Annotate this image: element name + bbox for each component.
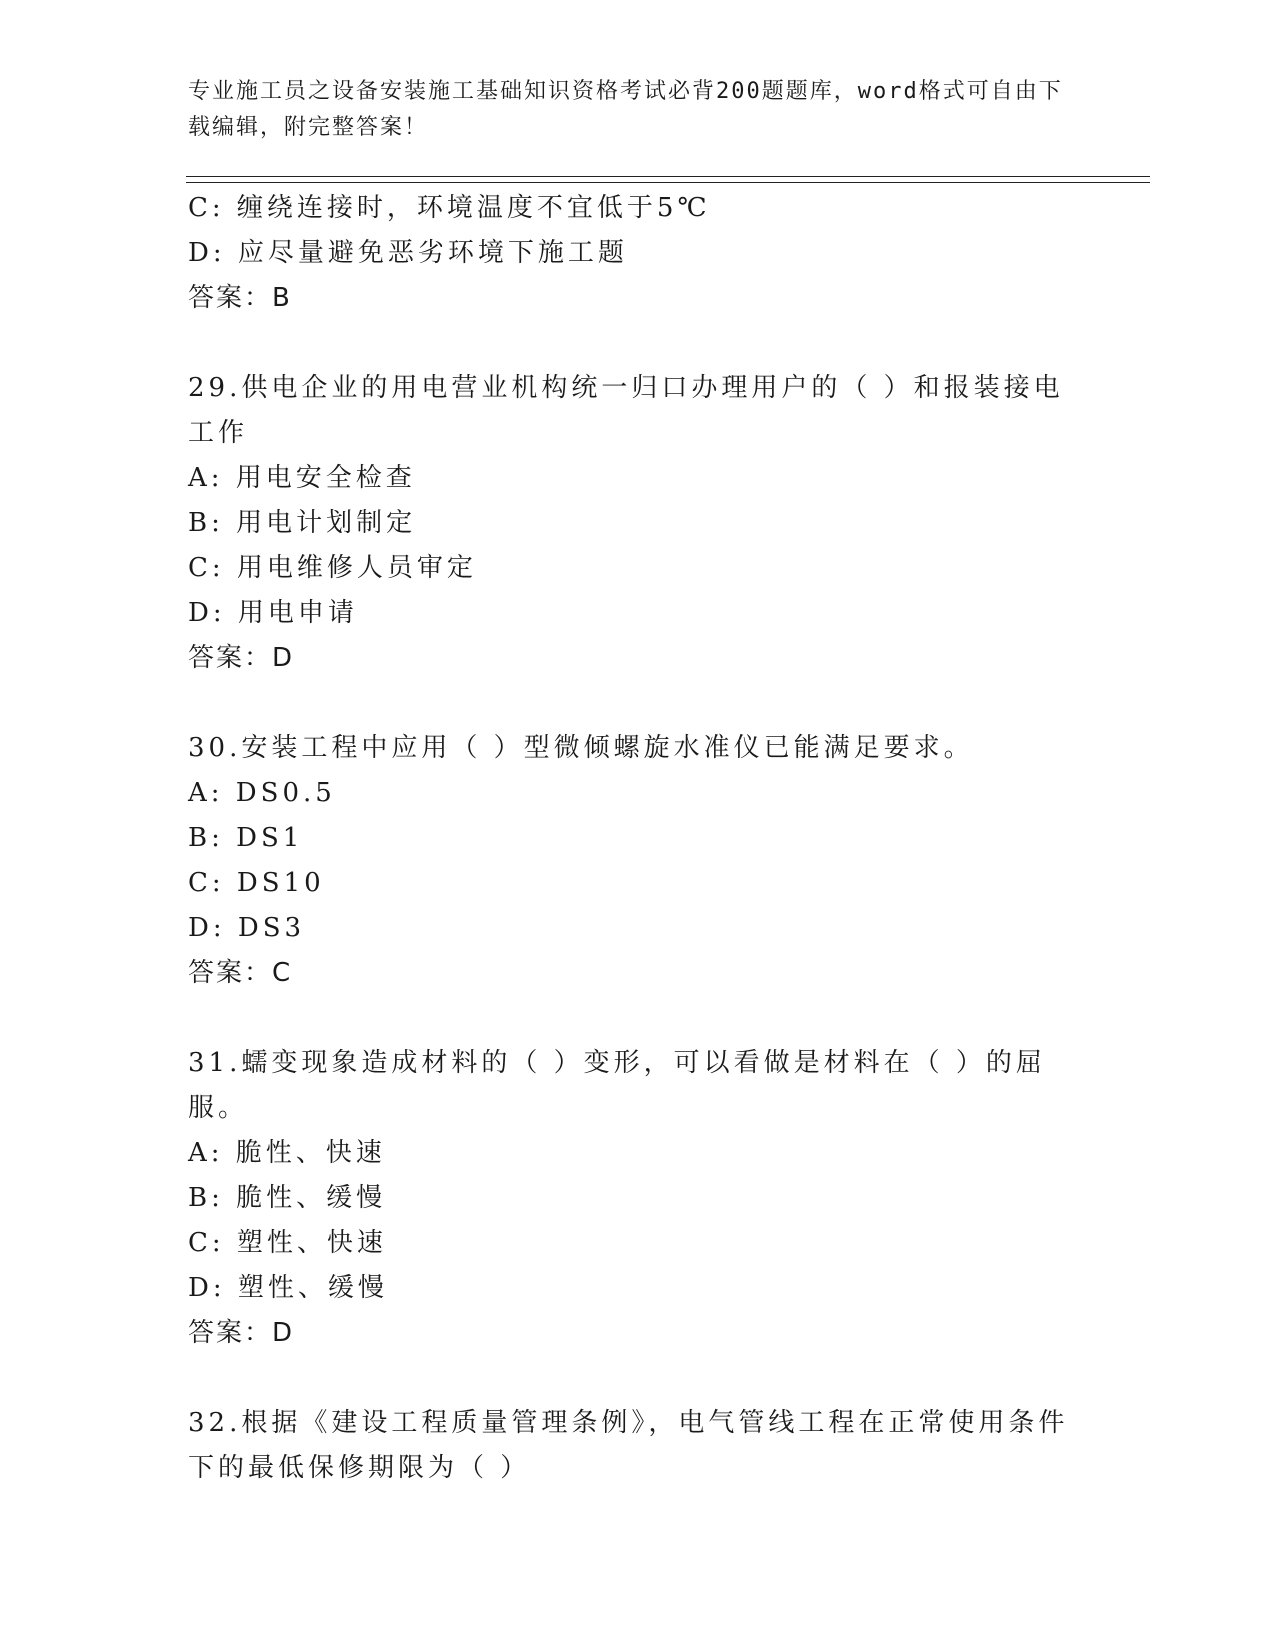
header-divider-bottom	[186, 182, 1150, 183]
spacer	[188, 1356, 1088, 1401]
question-31	[188, 1041, 1088, 1356]
option-a: A: 脆性、快速	[188, 1138, 386, 1168]
question-30	[188, 726, 1088, 996]
option-d: D: 应尽量避免恶劣环境下施工题	[188, 238, 628, 268]
option-b: B: 用电计划制定	[188, 508, 417, 538]
question-list	[188, 186, 1088, 1491]
option-c: C: 缠绕连接时，环境温度不宜低于5℃	[188, 193, 711, 223]
answer-line: 答案：D	[188, 1318, 295, 1348]
answer-line: 答案：C	[188, 958, 293, 988]
question-text: 32.根据《建设工程质量管理条例》，电气管线工程在正常使用条件下的最低保修期限为（ ）	[188, 1408, 1069, 1483]
question-text: 31.蠕变现象造成材料的（ ）变形，可以看做是材料在（ ）的屈服。	[188, 1048, 1046, 1123]
option-d: D: 用电申请	[188, 598, 358, 628]
option-c: C: 塑性、快速	[188, 1228, 387, 1258]
question-29	[188, 366, 1088, 681]
question-28-tail	[188, 186, 1088, 321]
option-d: D: DS3	[188, 913, 306, 943]
option-a: A: DS0.5	[188, 778, 336, 808]
question-text: 29.供电企业的用电营业机构统一归口办理用户的（ ）和报装接电工作	[188, 373, 1064, 448]
option-b: B: 脆性、缓慢	[188, 1183, 387, 1213]
document-header: 专业施工员之设备安装施工基础知识资格考试必背200题题库，word格式可自由下载编辑，附完整答案！	[188, 79, 1063, 140]
option-d: D: 塑性、缓慢	[188, 1273, 388, 1303]
option-c: C: DS10	[188, 868, 325, 898]
question-text: 30.安装工程中应用（ ）型微倾螺旋水准仪已能满足要求。	[188, 733, 974, 763]
answer-line: 答案：D	[188, 643, 295, 673]
spacer	[188, 321, 1088, 366]
option-b: B: DS1	[188, 823, 304, 853]
spacer	[188, 681, 1088, 726]
spacer	[188, 996, 1088, 1041]
option-c: C: 用电维修人员审定	[188, 553, 477, 583]
answer-line: 答案：B	[188, 283, 292, 313]
header-divider-top	[186, 176, 1150, 177]
option-a: A: 用电安全检查	[188, 463, 416, 493]
question-32	[188, 1401, 1088, 1491]
